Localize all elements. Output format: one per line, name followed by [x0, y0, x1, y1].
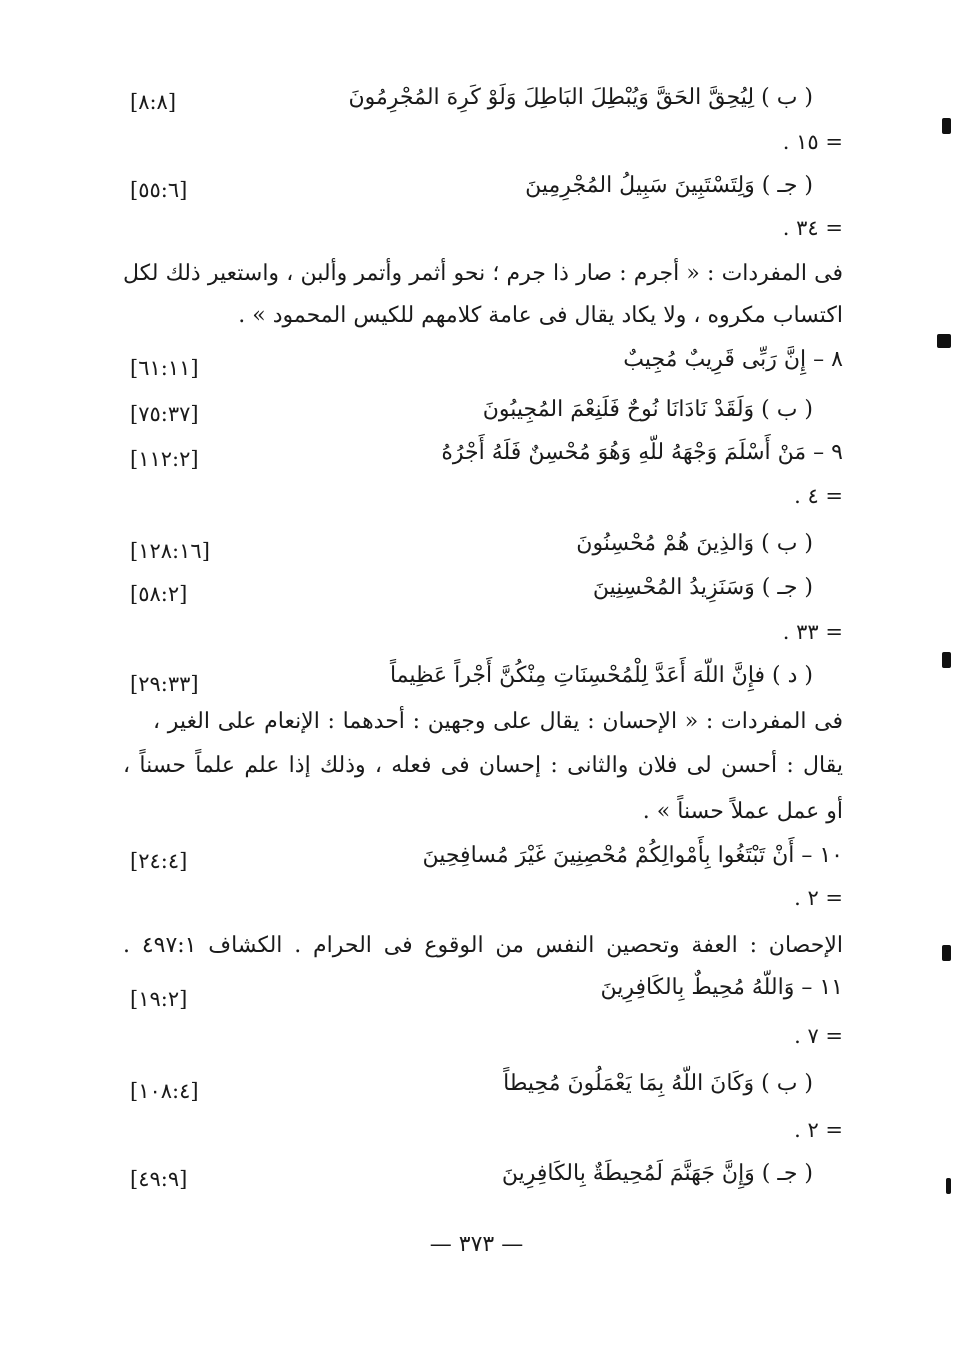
scan-edge-mark — [942, 945, 951, 961]
commentary-line: الإحصان : العفة وتحصين النفس من الوقوع فى الحرام . الكشاف ٤٩٧:١ . — [123, 933, 843, 958]
verse-line: ١٠ – أَنْ تَبْتَغُوا بِأَمْوالِكُمْ مُحْصِنِينَ غَيْرَ مُسافِحِينَ — [422, 843, 843, 868]
commentary-line: اكتساب مكروه ، ولا يكاد يقال فى عامة كلامهم للكيس المحمود » . — [238, 303, 843, 328]
count-line: = ٣٣ . — [782, 620, 843, 644]
verse-line: ( ب ) وَلَقَدْ نَادَانَا نُوحٌ فَلَنِعْمَ المُجِيبُونَ — [482, 397, 813, 422]
count-line: = ٤ . — [794, 484, 843, 508]
verse-line: ( ب ) لِيُحِقَّ الحَقَّ وَيُبْطِلَ البَاطِلَ وَلَوْ كَرِهَ المُجْرِمُونَ — [348, 85, 813, 110]
scan-edge-mark — [946, 1178, 951, 1194]
verse-line: ٨ – إِنَّ رَبِّى قَرِيبٌ مُجِيبٌ — [623, 347, 843, 372]
verse-line: ٩ – مَنْ أَسْلَمَ وَجْهَهُ للّهِ وَهُوَ مُحْسِنٌ فَلَهُ أَجْرُهُ — [441, 440, 843, 465]
verse-reference: [١٠٨:٤] — [130, 1079, 199, 1103]
verse-reference: [٢٤:٤] — [130, 849, 188, 873]
verse-line: ( د ) فإِنَّ اللّهَ أَعَدَّ لِلْمُحْسِنَاتِ مِنْكُنَّ أَجْراً عَظِيماً — [389, 663, 813, 688]
commentary-line: فى المفردات : « أجرم : صار ذا جرم ؛ نحو أثمر وأتمر وألبن ، واستعير ذلك لكل — [123, 261, 843, 286]
verse-reference: [٧٥:٣٧] — [130, 402, 199, 426]
verse-reference: [٥٥:٦] — [130, 178, 188, 202]
verse-reference: [٢٩:٣٣] — [130, 672, 199, 696]
commentary-line: فى المفردات : « الإحسان : يقال على وجهين : أحدهما : الإنعام على الغير ، — [153, 709, 843, 734]
verse-line: ( ب ) وَكَانَ اللّهُ بِمَا يَعْمَلُونَ مُحِيطاً — [503, 1071, 813, 1096]
page-number: — ٣٧٣ — — [429, 1232, 524, 1257]
verse-line: ( جـ ) وَإِنَّ جَهَنَّمَ لَمُحِيطَةٌ بِالكَافِرِينَ — [501, 1161, 813, 1186]
count-line: = ٢ . — [794, 1118, 843, 1142]
count-line: = ٢ . — [794, 886, 843, 910]
verse-reference: [٦١:١١] — [130, 356, 199, 380]
verse-reference: [٤٩:٩] — [130, 1167, 188, 1191]
verse-reference: [٨:٨] — [130, 90, 177, 114]
commentary-line: يقال : أحسن لى فلان والثانى : إحسان فى فعله ، وذلك إذا علم علماً حسناً ، — [123, 753, 843, 778]
verse-line: ( ب ) وَالذِينَ هُمْ مُحْسِنُونَ — [576, 531, 813, 556]
verse-reference: [٥٨:٢] — [130, 582, 188, 606]
count-line: = ٧ . — [794, 1024, 843, 1048]
verse-line: ( جـ ) وَلِتَسْتَبِينَ سَبِيلُ المُجْرِمِينَ — [525, 173, 813, 198]
count-line: = ٣٤ . — [782, 216, 843, 240]
verse-reference: [١٩:٢] — [130, 987, 188, 1011]
verse-reference: [١١٢:٢] — [130, 447, 199, 471]
count-line: = ١٥ . — [782, 130, 843, 154]
verse-line: ١١ – وَاللّهُ مُحِيطٌ بِالكَافِرِينَ — [600, 975, 843, 1000]
scan-edge-mark — [937, 334, 951, 348]
scan-edge-mark — [942, 118, 951, 134]
verse-reference: [١٢٨:١٦] — [130, 539, 210, 563]
verse-line: ( جـ ) وَسَنَزِيدُ المُحْسِنِينَ — [592, 575, 813, 600]
scan-edge-mark — [942, 652, 951, 668]
commentary-line: أو عمل عملاً حسناً » . — [642, 799, 843, 824]
